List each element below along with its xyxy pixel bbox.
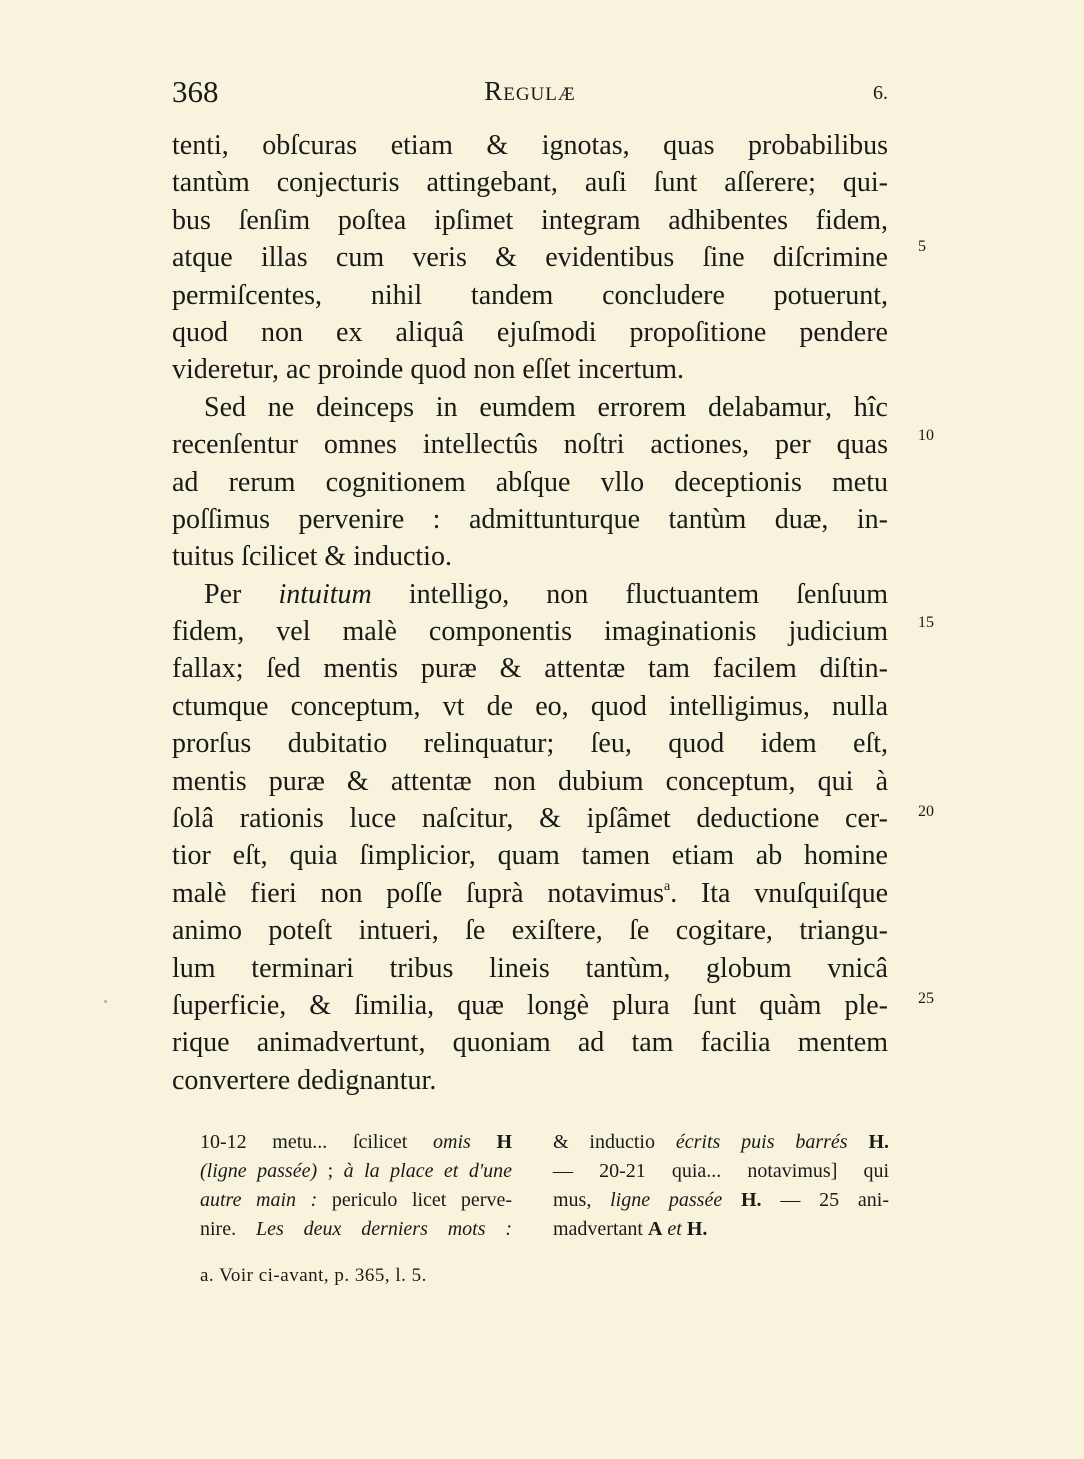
text-line: ſolâ rationis luce naſcitur, & ipſâmet deductione cer- [172,803,888,835]
text-line: tuitus ſcilicet & inductio. [172,541,452,573]
text-line: tantùm conjecturis attingebant, auſi ſunt aſſerere; qui- [172,167,888,199]
text-line: recenſentur omnes intellectûs noſtri actiones, per quas [172,429,888,461]
margin-line-number: 20 [918,803,934,820]
margin-line-number: 10 [918,427,934,444]
text-line: poſſimus pervenire : admittunturque tantùm duæ, in- [172,503,888,535]
text-line: atque illas cum veris & evidentibus ſine diſcrimine [172,242,888,274]
text-line: fidem, vel malè componentis imaginationis judicium [172,616,888,648]
text-line: tior eſt, quia ſimplicior, quam tamen etiam ab homine [172,840,888,872]
text-line: Per intuitum intelligo, non fluctuantem ſenſuum [204,578,888,610]
running-header [172,74,888,114]
apparatus-line: nire. Les deux derniers mots : [200,1218,513,1240]
margin-line-number: 25 [918,990,934,1007]
apparatus-right-column [553,1128,889,1244]
apparatus-line: autre main : periculo licet perve- [200,1189,513,1211]
running-title: Regulæ [484,76,576,106]
text-line: ſuperficie, & ſimilia, quæ longè plura ſunt quàm ple- [172,989,888,1021]
page-number: 368 [172,74,219,109]
text-line: quod non ex aliquâ ejuſmodi propoſitione pendere [172,316,888,348]
apparatus-line: madvertant A et H. [553,1218,708,1240]
text-line: Sed ne deinceps in eumdem errorem delabamur, hîc [204,391,888,423]
text-line: malè fieri non poſſe ſuprà notavimus$^a$. Ita vnuſquiſque [172,877,888,909]
margin-line-number: 5 [918,238,926,255]
section-number: 6. [873,82,888,104]
apparatus-line: (ligne passée) ; à la place et d'une [200,1160,512,1182]
text-line: convertere dedignantur. [172,1064,437,1096]
text-line: ctumque conceptum, vt de eo, quod intelligimus, nulla [172,690,888,722]
text-line: ad rerum cognitionem abſque vllo deceptionis metu [172,466,888,498]
text-line: fallax; ſed mentis puræ & attentæ tam facilem diſtin- [172,653,888,685]
text-line: tenti, obſcuras etiam & ignotas, quas probabilibus [172,130,888,161]
apparatus-left-column [200,1128,512,1244]
text-line: mentis puræ & attentæ non dubium conceptum, qui à [172,765,888,797]
paper-speck [104,1000,107,1003]
text-line: lum terminari tribus lineis tantùm, globum vnicâ [172,952,888,984]
margin-line-number: 15 [918,614,934,631]
main-text [172,127,888,1099]
footnote: a. Voir ci-avant, p. 365, l. 5. [200,1265,427,1286]
footnote-marker: a [663,878,671,894]
text-line: bus ſenſim poſtea ipſimet integram adhibentes fidem, [172,204,888,236]
text-line: permiſcentes, nihil tandem concludere potuerunt, [172,279,888,311]
text-line: videretur, ac proinde quod non eſſet incertum. [172,354,685,386]
italic-term: intuitum [278,578,372,610]
text-line: prorſus dubitatio relinquatur; ſeu, quod idem eſt, [172,728,888,760]
apparatus-line: — 20-21 quia... notavimus] qui [553,1160,889,1182]
apparatus-line: & inductio écrits puis barrés H. [553,1131,890,1153]
text-line: animo poteſt intueri, ſe exiſtere, ſe cogitare, triangu- [172,915,888,947]
apparatus-line: mus, ligne passée H. — 25 ani- [553,1189,889,1211]
apparatus-line: 10-12 metu... ſcilicet omis H [200,1131,512,1153]
text-line: rique animadvertunt, quoniam ad tam facilia mentem [172,1027,888,1059]
